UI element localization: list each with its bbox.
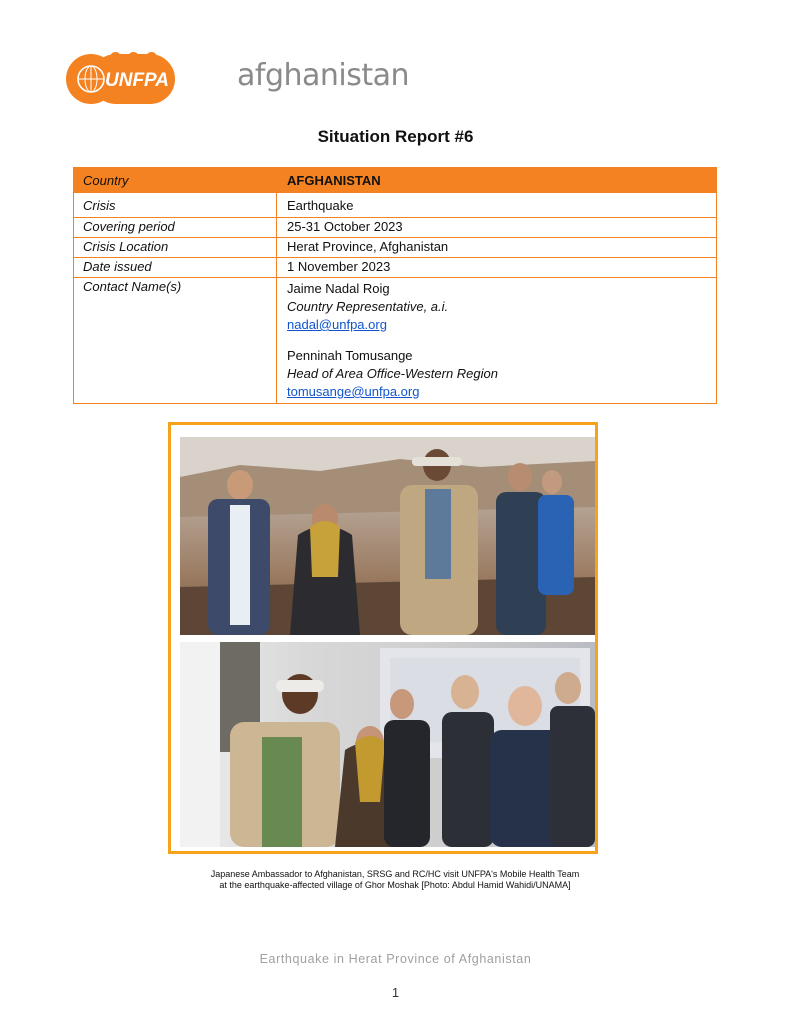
unfpa-mark: [65, 53, 177, 105]
logo-country-text: afghanistan: [237, 58, 410, 93]
table-row: [74, 218, 717, 238]
page-number: 1: [391, 985, 400, 1000]
row-value: Herat Province, Afghanistan: [277, 238, 717, 258]
row-key: Country: [74, 168, 277, 193]
row-value: 25-31 October 2023: [277, 218, 717, 238]
photo-bottom-illustration: [180, 642, 595, 847]
un-emblem-icon: [65, 53, 177, 105]
contact-email-link[interactable]: tomusange@unfpa.org: [287, 384, 420, 399]
photo-top-illustration: [180, 437, 595, 635]
contact-name: Jaime Nadal Roig: [287, 281, 390, 296]
row-value: 1 November 2023: [277, 258, 717, 278]
photo-caption: [130, 869, 660, 891]
photo-frame: [168, 422, 598, 854]
unfpa-logo-text: UNFPA: [105, 70, 170, 91]
row-key: Crisis Location: [74, 238, 277, 258]
contact-role: Head of Area Office-Western Region: [287, 366, 498, 381]
table-row: [74, 238, 717, 258]
contact-name: Penninah Tomusange: [287, 348, 413, 363]
table-row: [74, 258, 717, 278]
row-key: Contact Name(s): [74, 278, 277, 404]
page-title: Situation Report #6: [317, 127, 474, 146]
caption-line-2: at the earthquake-affected village of Ghor Moshak [Photo: Abdul Hamid Wahidi/UNAMA]: [219, 880, 571, 890]
contact-role: Country Representative, a.i.: [287, 299, 449, 314]
caption-line-1: Japanese Ambassador to Afghanistan, SRSG and RC/HC visit UNFPA's Mobile Health Team: [210, 869, 580, 879]
table-row-contact: [74, 278, 717, 404]
row-value: AFGHANISTAN: [277, 168, 717, 193]
table-row: [74, 168, 717, 193]
row-value: Earthquake: [277, 193, 717, 218]
table-row: [74, 193, 717, 218]
row-key: Date issued: [74, 258, 277, 278]
row-key: Covering period: [74, 218, 277, 238]
photo-bottom: [180, 642, 595, 847]
photo-top: [180, 437, 595, 635]
contact-email-link[interactable]: nadal@unfpa.org: [287, 317, 387, 332]
row-key: Crisis: [74, 193, 277, 218]
page-footer: Earthquake in Herat Province of Afghanistan: [259, 952, 532, 966]
report-info-table: [73, 167, 717, 404]
contact-cell: [277, 278, 717, 404]
